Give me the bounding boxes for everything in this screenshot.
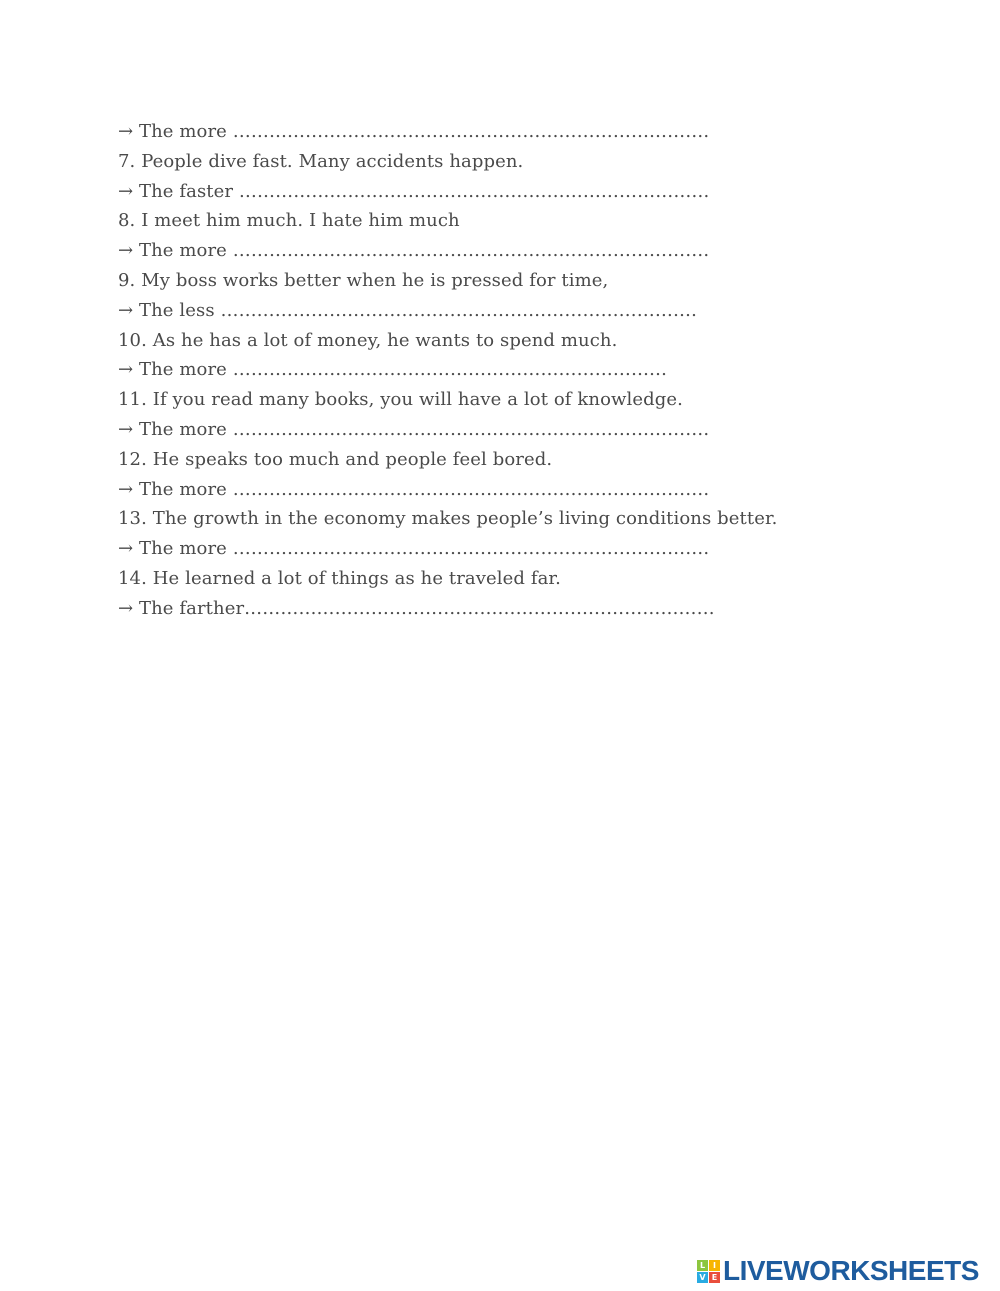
question-7: 7. People dive fast. Many accidents happen. <box>118 150 524 172</box>
question-10: 10. As he has a lot of money, he wants to spend much. <box>118 329 618 351</box>
answer-line-9: → The less ……………………………………………………………………. <box>118 299 697 321</box>
liveworksheets-logo-text: LIVEWORKSHEETS <box>723 1255 979 1286</box>
answer-line-7: → The faster …………………………………………………………………… <box>118 180 710 202</box>
liveworksheets-logo-icon <box>697 1260 720 1283</box>
logo-tile-l: L <box>697 1260 708 1271</box>
logo-tile-v: V <box>697 1272 708 1283</box>
liveworksheets-logo <box>697 1254 979 1288</box>
answer-line-11: → The more ……………………………………………………………………. <box>118 418 710 440</box>
answer-line-10: → The more ……………………………………………………………… <box>118 359 668 381</box>
question-9: 9. My boss works better when he is pressed for time, <box>118 269 609 291</box>
question-8: 8. I meet him much. I hate him much <box>118 210 460 232</box>
logo-tile-e: E <box>709 1272 720 1283</box>
answer-line-12: → The more ……………………………………………………………………. <box>118 478 710 500</box>
question-14: 14. He learned a lot of things as he traveled far. <box>118 567 561 589</box>
question-11: 11. If you read many books, you will have a lot of knowledge. <box>118 389 683 411</box>
answer-line-13: → The more ……………………………………………………………………. <box>118 538 710 560</box>
answer-line-8: → The more ……………………………………………………………………. <box>118 240 710 262</box>
logo-tile-i: I <box>709 1260 720 1271</box>
answer-line-6: → The more ……………………………………………………………………. <box>118 121 710 142</box>
answer-line-14: → The farther…………………………………………………………………… <box>118 597 715 619</box>
question-13: 13. The growth in the economy makes people’s living conditions better. <box>118 508 778 530</box>
question-12: 12. He speaks too much and people feel bored. <box>118 448 553 470</box>
worksheet-body <box>118 117 938 624</box>
